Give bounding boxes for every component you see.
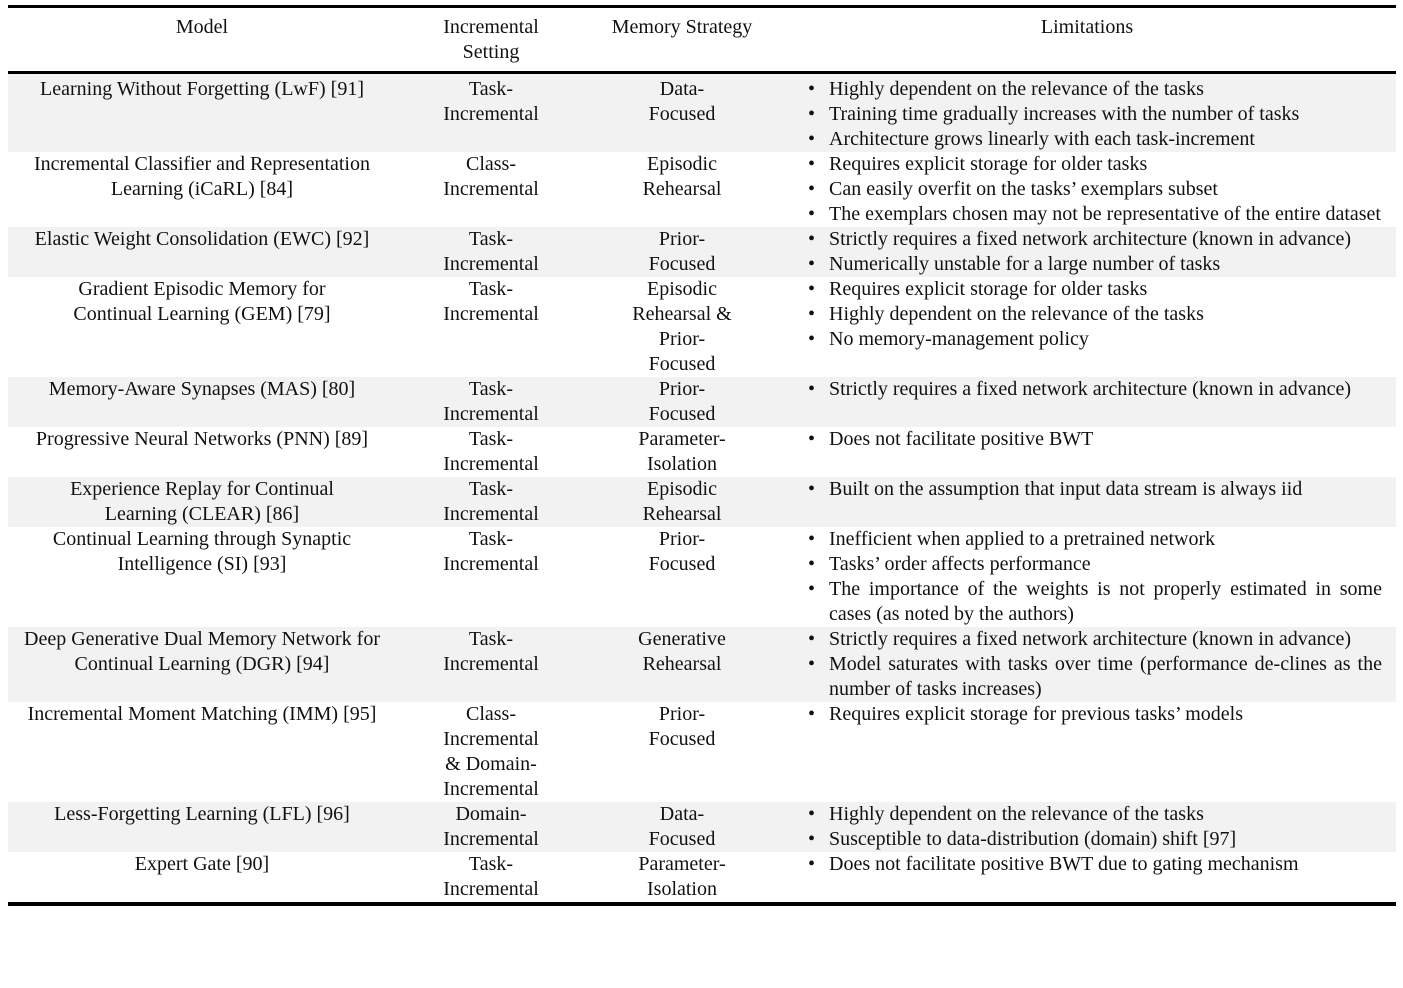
limitations-list <box>806 627 1382 702</box>
cell-limitations <box>778 702 1396 802</box>
header-model: Model <box>8 7 396 73</box>
cell-limitations <box>778 73 1396 153</box>
limitation-item: • Model saturates with tasks over time (performance de-clines as the number of tasks increases) <box>806 652 1382 702</box>
cell-memory-strategy: Prior-Focused <box>586 377 778 427</box>
cell-model: Learning Without Forgetting (LwF) [91] <box>8 73 396 153</box>
limitation-item: • Highly dependent on the relevance of the tasks <box>806 802 1382 827</box>
limitation-item: • Tasks’ order affects performance <box>806 552 1382 577</box>
table-row <box>8 702 1396 802</box>
cell-incremental-setting: Task-Incremental <box>443 528 539 575</box>
limitation-item: • Highly dependent on the relevance of the tasks <box>806 77 1382 102</box>
cell-incremental-setting: Task-Incremental <box>396 852 586 904</box>
cell-model: Continual Learning through Synaptic Intelligence (SI) [93] <box>52 528 352 575</box>
cell-limitations <box>778 227 1396 277</box>
limitation-item: • Requires explicit storage for previous tasks’ models <box>806 702 1382 727</box>
cell-incremental-setting: Class-Incremental & Domain-Incremental <box>443 703 539 800</box>
cell-limitations <box>778 152 1396 227</box>
cell-limitations <box>778 802 1396 852</box>
table-row <box>8 227 1396 277</box>
limitations-list <box>806 152 1382 227</box>
cell-limitations <box>778 377 1396 427</box>
limitations-list <box>806 227 1382 277</box>
cell-incremental-setting: Task-Incremental <box>443 428 539 475</box>
table-row <box>8 852 1396 904</box>
table-row <box>8 152 1396 227</box>
cell-model: Gradient Episodic Memory for Continual Learning (GEM) [79] <box>73 278 331 325</box>
limitation-item: • Strictly requires a fixed network architecture (known in advance) <box>806 227 1382 252</box>
cell-incremental-setting: Task-Incremental <box>443 278 539 325</box>
cell-incremental-setting: Task-Incremental <box>396 377 586 427</box>
limitation-item: • Does not facilitate positive BWT <box>806 427 1382 452</box>
cell-memory-strategy: Episodic Rehearsal <box>586 477 778 527</box>
table-row <box>8 527 1396 627</box>
limitation-item: • Numerically unstable for a large number of tasks <box>806 252 1382 277</box>
limitations-list <box>806 377 1382 402</box>
table-row <box>8 377 1396 427</box>
limitation-item: • Built on the assumption that input data stream is always iid <box>806 477 1382 502</box>
limitations-list <box>806 527 1382 627</box>
limitation-item: • Inefficient when applied to a pretrained network <box>806 527 1382 552</box>
table-row <box>8 627 1396 702</box>
table-row <box>8 802 1396 852</box>
limitation-item: • Training time gradually increases with the number of tasks <box>806 102 1382 127</box>
cell-memory-strategy: Parameter-Isolation <box>586 852 778 904</box>
cell-model: Memory-Aware Synapses (MAS) [80] <box>8 377 396 427</box>
cell-incremental-setting: Task-Incremental <box>396 477 586 527</box>
cell-incremental-setting: Task-Incremental <box>396 73 586 153</box>
comparison-table <box>8 5 1396 906</box>
limitation-item: • Can easily overfit on the tasks’ exemplars subset <box>806 177 1382 202</box>
limitations-list <box>806 427 1382 452</box>
limitation-item: • Strictly requires a fixed network architecture (known in advance) <box>806 627 1382 652</box>
limitations-list <box>806 277 1382 352</box>
cell-model: Deep Generative Dual Memory Network for Continual Learning (DGR) [94] <box>8 627 396 702</box>
limitation-item: • Requires explicit storage for older tasks <box>806 277 1382 302</box>
limitation-item: • The importance of the weights is not properly estimated in some cases (as noted by the authors) <box>806 577 1382 627</box>
header-incremental-setting: Incremental Setting <box>396 7 586 73</box>
header-row <box>8 7 1396 73</box>
limitation-item: • No memory-management policy <box>806 327 1382 352</box>
cell-memory-strategy: Data-Focused <box>586 73 778 153</box>
cell-model: Incremental Classifier and Representation Learning (iCaRL) [84] <box>34 153 370 200</box>
cell-memory-strategy: Generative Rehearsal <box>586 627 778 702</box>
cell-memory-strategy: Prior-Focused <box>586 227 778 277</box>
table-row <box>8 73 1396 153</box>
cell-memory-strategy: Parameter-Isolation <box>638 428 726 475</box>
cell-limitations <box>778 627 1396 702</box>
cell-limitations <box>778 527 1396 627</box>
cell-model: Progressive Neural Networks (PNN) [89] <box>35 428 369 450</box>
cell-incremental-setting: Class-Incremental <box>443 153 539 200</box>
cell-model: Incremental Moment Matching (IMM) [95] <box>27 703 377 725</box>
limitations-list <box>806 852 1382 877</box>
limitation-item: • Highly dependent on the relevance of the tasks <box>806 302 1382 327</box>
cell-incremental-setting: Task-Incremental <box>396 227 586 277</box>
table-row <box>8 427 1396 477</box>
table-row <box>8 277 1396 377</box>
cell-model: Elastic Weight Consolidation (EWC) [92] <box>8 227 396 277</box>
limitations-list <box>806 802 1382 852</box>
cell-memory-strategy: Prior-Focused <box>648 528 716 575</box>
header-memory-strategy: Memory Strategy <box>586 7 778 73</box>
cell-memory-strategy: Episodic Rehearsal <box>642 153 722 200</box>
limitation-item: • Strictly requires a fixed network architecture (known in advance) <box>806 377 1382 402</box>
cell-limitations <box>778 277 1396 377</box>
cell-memory-strategy: Data-Focused <box>586 802 778 852</box>
limitation-item: • Architecture grows linearly with each task-increment <box>806 127 1382 152</box>
cell-model: Experience Replay for Continual Learning (CLEAR) [86] <box>8 477 396 527</box>
limitation-item: • Requires explicit storage for older tasks <box>806 152 1382 177</box>
limitations-list <box>806 77 1382 152</box>
table-row <box>8 477 1396 527</box>
header-limitations: Limitations <box>778 7 1396 73</box>
cell-incremental-setting: Domain-Incremental <box>396 802 586 852</box>
limitation-item: • Does not facilitate positive BWT due to gating mechanism <box>806 852 1382 877</box>
cell-limitations <box>778 477 1396 527</box>
cell-model: Expert Gate [90] <box>8 852 396 904</box>
limitation-item: • The exemplars chosen may not be representative of the entire dataset <box>806 202 1382 227</box>
cell-limitations <box>778 852 1396 904</box>
limitation-item: • Susceptible to data-distribution (domain) shift [97] <box>806 827 1382 852</box>
cell-model: Less-Forgetting Learning (LFL) [96] <box>8 802 396 852</box>
limitations-list <box>806 477 1382 502</box>
cell-memory-strategy: Episodic Rehearsal & Prior-Focused <box>632 278 732 375</box>
cell-incremental-setting: Task-Incremental <box>396 627 586 702</box>
limitations-list <box>806 702 1382 727</box>
cell-memory-strategy: Prior-Focused <box>648 703 716 750</box>
cell-limitations <box>778 427 1396 477</box>
